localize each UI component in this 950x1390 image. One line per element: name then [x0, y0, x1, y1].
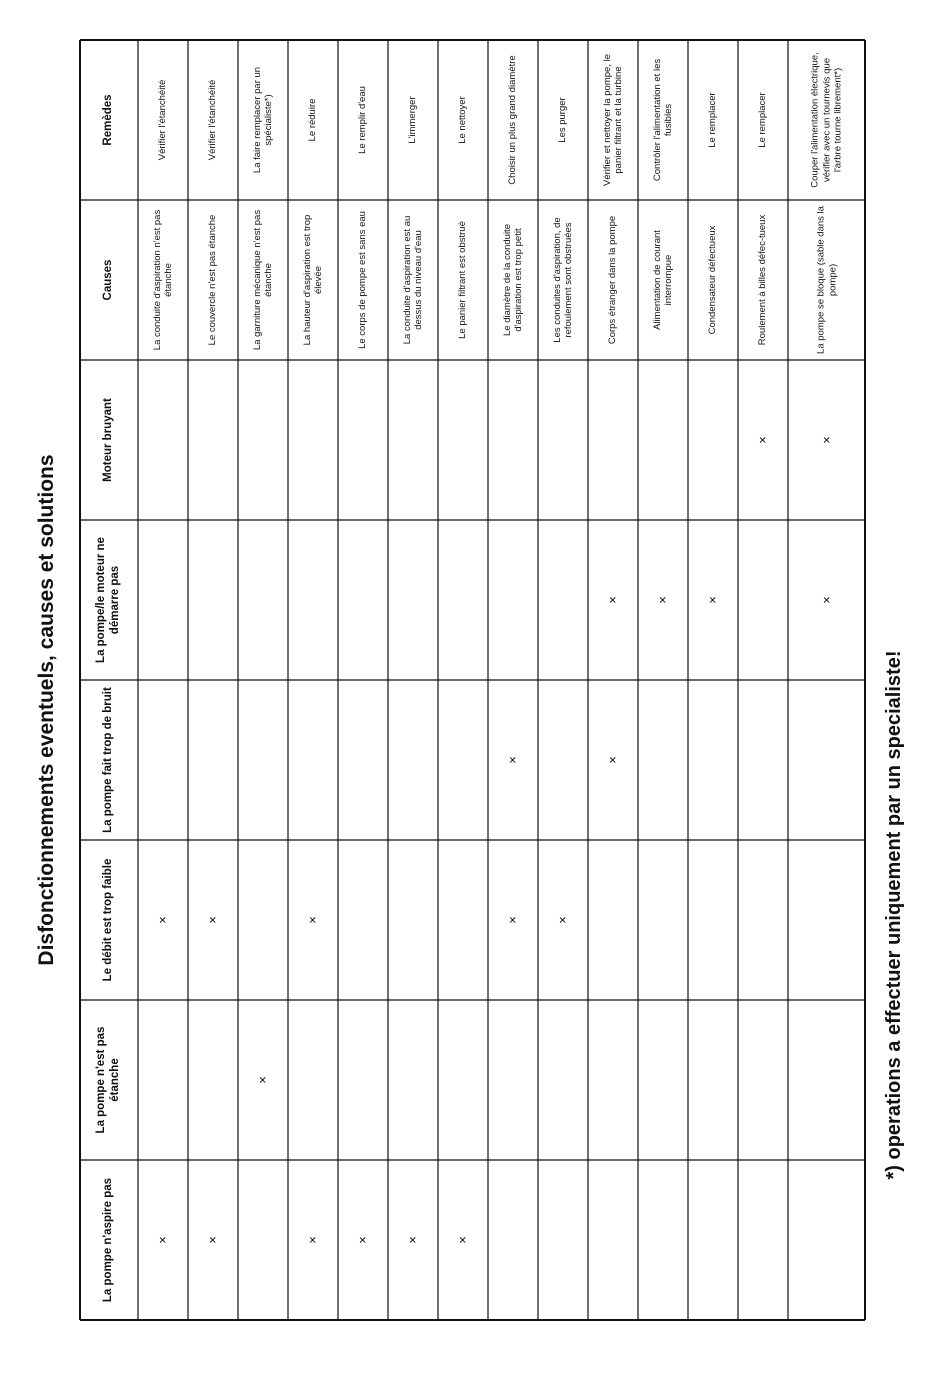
symptom-mark: ×: [505, 756, 521, 764]
symptom-mark: ×: [405, 1236, 421, 1244]
cause-cell: La pompe se bloque (sable dans la pompe): [815, 206, 838, 354]
remedy-cell: Le remplacer: [707, 92, 719, 148]
cause-cell: Le couvercle n'est pas étanche: [207, 214, 219, 346]
cause-cell: La garniture mécanique n'est pas étanche: [251, 209, 274, 351]
cause-cell: Le diamètre de la conduite d'aspiration est trop petit: [501, 224, 524, 336]
remedy-cell: Les purger: [557, 97, 569, 143]
symptom-mark: ×: [205, 1236, 221, 1244]
cause-cell: Condensateur défectueux: [707, 225, 719, 335]
page-title: Disfonctionnements eventuels, causes et solutions: [35, 454, 58, 966]
symptom-mark: ×: [155, 1236, 171, 1244]
remedy-cell: Vérifier l'étanchéité: [207, 79, 219, 161]
remedy-cell: Vérifier et nettoyer la pompe, le panier filtrant et la turbine: [601, 54, 624, 187]
symptom-mark: ×: [655, 596, 671, 604]
symptom-mark: ×: [605, 756, 621, 764]
remedy-cell: Choisir un plus grand diamètre: [507, 55, 519, 185]
remedy-cell: Contrôler l'alimentation et les fusibles: [651, 58, 674, 182]
symptom-mark: ×: [155, 916, 171, 924]
remedy-cell: Couper l'alimentation électrique, vérifier avec un tournevis que l'arbre tourne librement*): [809, 52, 844, 188]
cause-cell: Alimentation de courant interrompue: [651, 230, 674, 330]
column-header: La pompe n'aspire pas: [102, 1177, 115, 1303]
column-header: Moteur bruyant: [102, 398, 115, 482]
symptom-mark: ×: [205, 916, 221, 924]
remedy-cell: Vérifier l'étanchéité: [157, 79, 169, 161]
column-header: Le débit est trop faible: [102, 858, 115, 982]
cause-cell: Les conduites d'aspiration, de refoulement sont obstruées: [551, 217, 574, 343]
symptom-mark: ×: [355, 1236, 371, 1244]
remedy-cell: L'immerger: [407, 96, 419, 144]
symptom-mark: ×: [755, 436, 771, 444]
symptom-mark: ×: [505, 916, 521, 924]
symptom-mark: ×: [818, 596, 834, 604]
cause-cell: La conduite d'aspiration n'est pas étanche: [151, 209, 174, 351]
cause-cell: La conduite d'aspiration est au dessus du niveau d'eau: [401, 215, 424, 345]
column-header: La pompe fait trop de bruit: [102, 687, 115, 833]
remedy-cell: Le remplir d'eau: [357, 86, 369, 154]
symptom-mark: ×: [555, 916, 571, 924]
cause-cell: Le corps de pompe est sans eau: [357, 211, 369, 349]
column-header: La pompe n'est pas étanche: [95, 1026, 121, 1134]
cause-cell: La hauteur d'aspiration est trop élevée: [301, 214, 324, 346]
column-header: Causes: [102, 259, 115, 301]
remedy-cell: Le réduire: [307, 98, 319, 142]
column-header: La pompe/le moteur ne démarre pas: [95, 537, 121, 663]
remedy-cell: Le remplacer: [757, 92, 769, 148]
cause-cell: Roulement à billes défec-tueux: [757, 214, 769, 346]
column-header: Remèdes: [102, 94, 115, 146]
symptom-mark: ×: [305, 916, 321, 924]
symptom-mark: ×: [455, 1236, 471, 1244]
symptom-mark: ×: [818, 436, 834, 444]
remedy-cell: Le nettoyer: [457, 96, 469, 144]
cause-cell: Corps étranger dans la pompe: [607, 215, 619, 345]
symptom-mark: ×: [255, 1076, 271, 1084]
remedy-cell: La faire remplacer par un spécialiste*): [251, 66, 274, 174]
symptom-mark: ×: [705, 596, 721, 604]
symptom-mark: ×: [605, 596, 621, 604]
cause-cell: Le panier filtrant est obstrué: [457, 221, 469, 339]
footnote: *) operations a effectuer uniquement par un specialiste!: [883, 650, 905, 1180]
symptom-mark: ×: [305, 1236, 321, 1244]
